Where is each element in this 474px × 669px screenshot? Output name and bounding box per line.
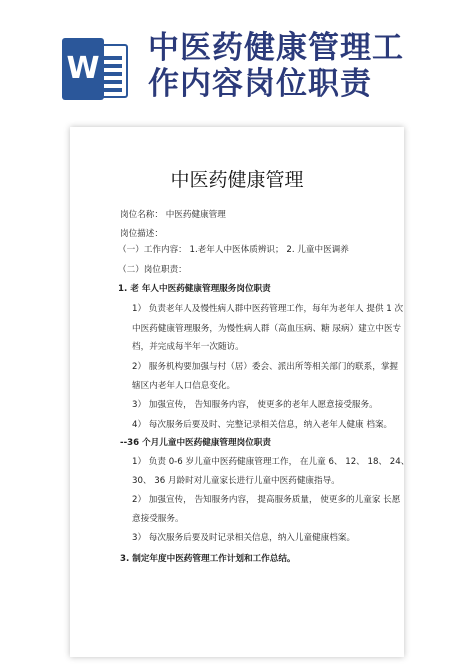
paragraph-line: 1） 负责老年人及慢性病人群中医药管理工作，每年为老年人 提供 1 次 (132, 304, 404, 314)
paragraph-line: 30、 36 月龄时对儿童家长进行儿童中医药健康指导。 (132, 476, 340, 486)
document-title: 中医药健康管理 (170, 169, 304, 191)
paragraph-line: 中医药健康管理服务，为慢性病人群（高血压病、糖 尿病）建立中医专 (132, 324, 402, 334)
child-section-heading: --36 个月儿童中医药健康管理岗位职责 (120, 438, 271, 448)
banner-title (148, 30, 468, 102)
paragraph-line: 2） 服务机构要加强与村（居）委会、派出所等相关部门的联系，掌握 (132, 362, 399, 372)
header-banner (0, 0, 474, 125)
banner-title-line1: 中医药健康管理工 (148, 30, 404, 66)
paragraph-line: 意接受服务。 (132, 514, 184, 524)
plan-line: 3. 制定年度中医药管理工作计划和工作总结。 (120, 554, 296, 564)
position-description-heading: 岗位描述： (120, 229, 163, 239)
paragraph-line: 档，并完成每半年一次随访。 (132, 342, 244, 352)
paragraph-line: 3） 每次服务后要及时记录相关信息，纳入儿童健康档案。 (132, 533, 356, 543)
paragraph-line: 2） 加强宣传， 告知服务内容， 提高服务质量， 使更多的儿童家 长愿 (132, 495, 401, 505)
word-icon (62, 38, 130, 100)
word-icon-letter: W (62, 38, 104, 100)
position-name-line: 岗位名称： 中医药健康管理 (120, 210, 226, 220)
paragraph-line: 辖区内老年人口信息变化。 (132, 381, 236, 391)
banner-title-line2: 作内容岗位职责 (148, 66, 372, 102)
elderly-section-heading: 1. 老 年人中医药健康管理服务岗位职责 (118, 284, 271, 294)
paragraph-line: 3） 加强宣传， 告知服务内容， 使更多的老年人愿意接受服务。 (132, 400, 378, 410)
paragraph-line: 1） 负责 0-6 岁儿童中医药健康管理工作， 在儿童 6、 12、 18、 24、 (132, 457, 410, 467)
document-page (70, 127, 410, 657)
duties-heading: （二）岗位职责： (118, 265, 187, 275)
paragraph-line: 4） 每次服务后要及时、完整记录相关信息，纳入老年人健康 档案。 (132, 420, 393, 430)
work-content-line: （一）工作内容： 1.老年人中医体质辨识； 2. 儿童中医调养 (118, 245, 349, 255)
